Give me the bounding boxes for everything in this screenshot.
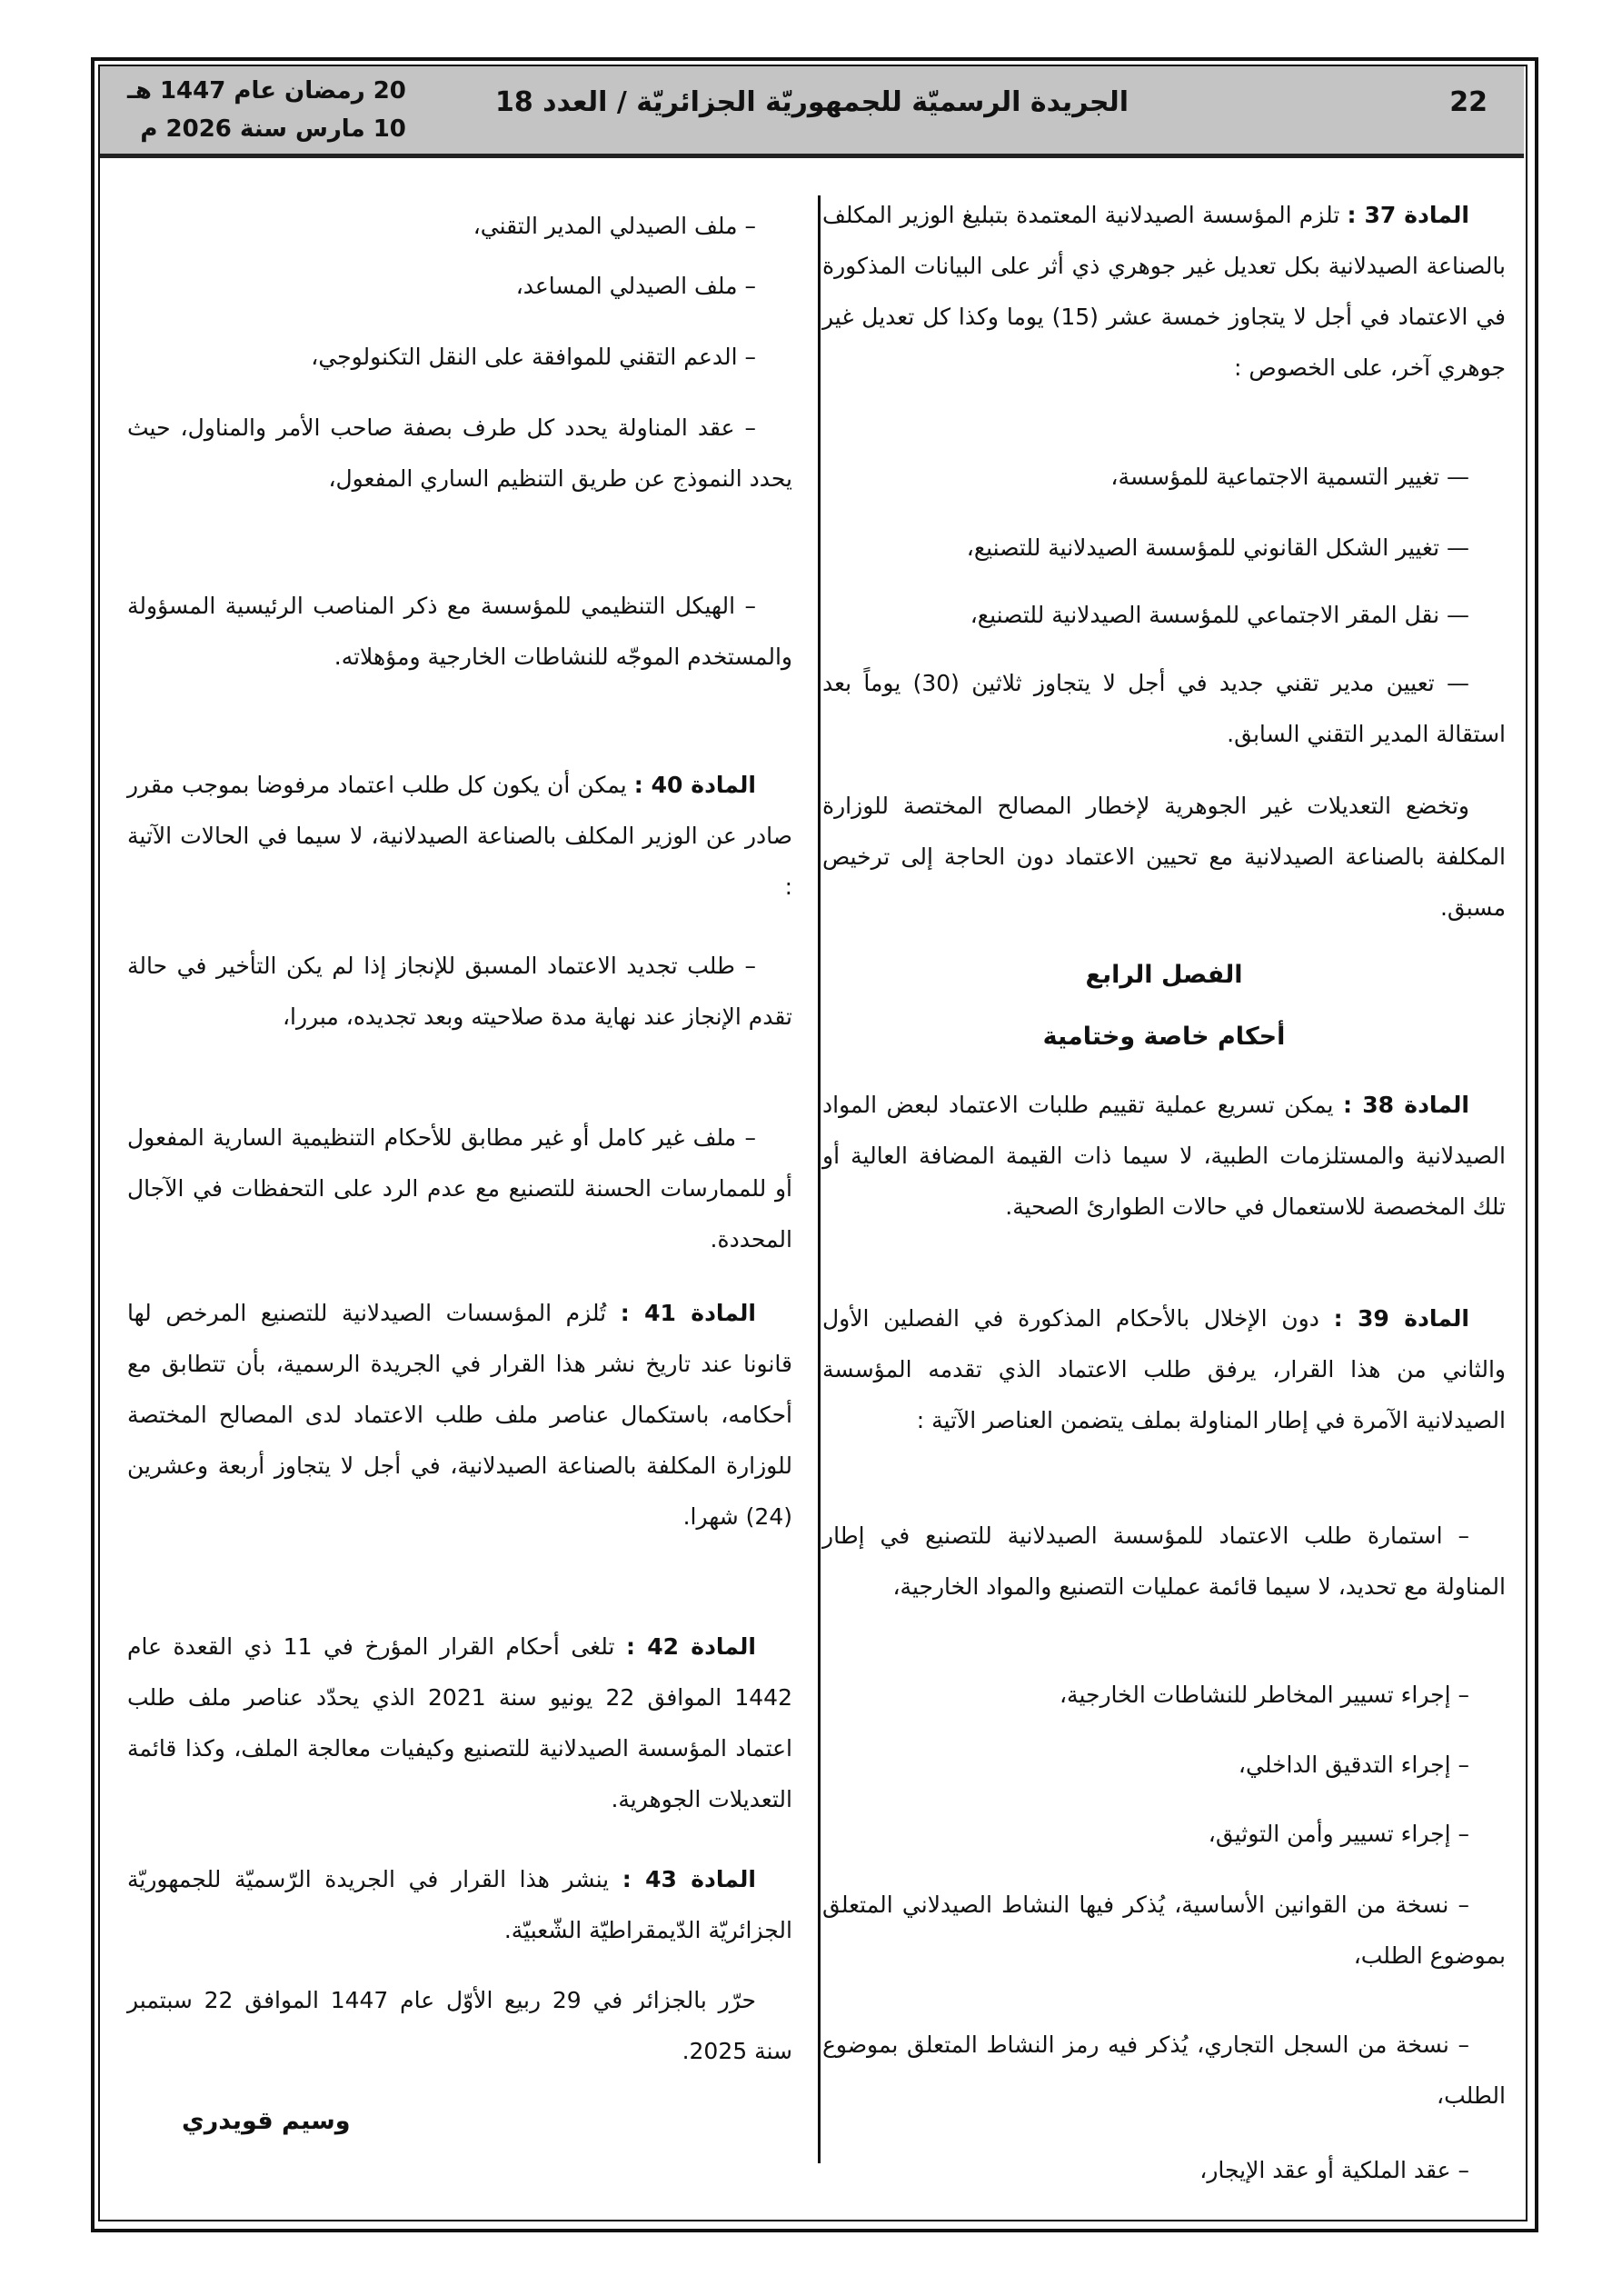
chapter-title: أحكام خاصة وختامية [1042, 1023, 1286, 1051]
list-item: — تعيين مدير تقني جديد في أجل لا يتجاوز ثلاثين (30) يوماً بعد استقالة المدير التقني السابق. [822, 670, 1506, 747]
list-item: – عقد المناولة يحدد كل طرف بصفة صاحب الأمر والمناول، حيث يحدد النموذج عن طريق التنظيم الساري المفعول، [127, 414, 792, 492]
article-label: المادة 43 : [622, 1866, 756, 1892]
page-number: 22 [1449, 86, 1488, 118]
article-40 [127, 760, 792, 913]
article-label: المادة 41 : [620, 1300, 756, 1326]
column-divider [818, 195, 821, 2163]
article-text: تلزم المؤسسة الصيدلانية المعتمدة بتبليغ الوزير المكلف بالصناعة الصيدلانية بكل تعديل غير جوهري ذي أثر على البيانات المذكورة في الاعتماد في أجل لا يتجاوز خمسة عشر (15) يوما وكذا كل تعديل غير جوهري آخر، على الخصوص : [822, 202, 1506, 381]
list-item: — تغيير التسمية الاجتماعية للمؤسسة، [1110, 464, 1469, 490]
issue-date [127, 72, 406, 148]
article-41 [127, 1288, 792, 1542]
list-item: – الدعم التقني للموافقة على النقل التكنولوجي، [311, 344, 756, 370]
article-text: يمكن أن يكون كل طلب اعتماد مرفوضا بموجب مقرر صادر عن الوزير المكلف بالصناعة الصيدلانية، لا سيما في الحالات الآتية : [127, 772, 792, 900]
article-label: المادة 42 : [625, 1633, 757, 1660]
article-text: تلغى أحكام القرار المؤرخ في 11 ذي القعدة عام 1442 الموافق 22 يونيو سنة 2021 الذي يحدّد عناصر ملف طلب اعتماد المؤسسة الصيدلانية للتصنيع وكيفيات معالجة الملف، وكذا قائمة التعديلات الجوهرية. [127, 1633, 792, 1812]
list-item: – إجراء التدقيق الداخلي، [1238, 1752, 1469, 1778]
article-38 [822, 1080, 1506, 1233]
article-text: يمكن تسريع عملية تقييم طلبات الاعتماد لبعض المواد الصيدلانية والمستلزمات الطبية، لا سيما ذات القيمة المضافة العالية أو تلك المخصصة للاستعمال في حالات الطوارئ الصحية. [822, 1092, 1506, 1220]
list-item: – نسخة من القوانين الأساسية، يُذكر فيها النشاط الصيدلاني المتعلق بموضوع الطلب، [822, 1892, 1506, 1969]
list-item: — نقل المقر الاجتماعي للمؤسسة الصيدلانية للتصنيع، [970, 602, 1469, 628]
journal-title: الجريدة الرسميّة للجمهوريّة الجزائريّة / العدد 18 [494, 86, 1129, 118]
list-item: – ملف غير كامل أو غير مطابق للأحكام التنظيمية السارية المفعول أو للممارسات الحسنة للتصنيع مع عدم الرد على التحفظات في الآجال المحددة. [127, 1124, 792, 1253]
article-text: دون الإخلال بالأحكام المذكورة في الفصلين الأول والثاني من هذا القرار، يرفق طلب الاعتماد الذي تقدمه المؤسسة الصيدلانية الآمرة في إطار المناولة بملف يتضمن العناصر الآتية : [822, 1305, 1506, 1433]
closing-statement: حرّر بالجزائر في 29 ربيع الأوّل عام 1447 الموافق 22 سبتمبر سنة 2025. [127, 1987, 792, 2064]
date-gregorian: 10 مارس سنة 2026 م [140, 115, 406, 143]
article-text: تُلزم المؤسسات الصيدلانية للتصنيع المرخص لها قانونا عند تاريخ نشر هذا القرار في الجريدة الرسمية، بأن تتطابق مع أحكامه، باستكمال عناصر ملف طلب الاعتماد لدى المصالح المختصة للوزارة المكلفة بالصناعة الصيدلانية، في أجل لا يتجاوز أربعة وعشرين (24) شهرا. [127, 1300, 792, 1530]
article-42 [127, 1622, 792, 1825]
list-item: – الهيكل التنظيمي للمؤسسة مع ذكر المناصب الرئيسية المسؤولة والمستخدم الموجّه للنشاطات الخارجية ومؤهلاته. [127, 593, 792, 670]
page-header [100, 66, 1524, 158]
signature: وسيم قويدري [182, 2107, 351, 2135]
article-label: المادة 40 : [633, 772, 757, 798]
article-label: المادة 38 : [1343, 1092, 1470, 1118]
date-hijri: 20 رمضان عام 1447 هـ [127, 77, 406, 105]
article-43 [127, 1854, 792, 1956]
article-39 [822, 1293, 1506, 1446]
list-item: – ملف الصيدلي المساعد، [515, 273, 756, 299]
paragraph: وتخضع التعديلات غير الجوهرية لإخطار المصالح المختصة للوزارة المكلفة بالصناعة الصيدلانية مع تحيين الاعتماد دون الحاجة إلى ترخيص مسبق. [822, 793, 1506, 921]
article-label: المادة 39 : [1333, 1305, 1469, 1332]
list-item: – إجراء تسيير المخاطر للنشاطات الخارجية، [1059, 1682, 1469, 1708]
list-item: – استمارة طلب الاعتماد للمؤسسة الصيدلانية للتصنيع في إطار المناولة مع تحديد، لا سيما قائمة عمليات التصنيع والمواد الخارجية، [822, 1522, 1506, 1600]
article-text: ينشر هذا القرار في الجريدة الرّسميّة للجمهوريّة الجزائريّة الدّيمقراطيّة الشّعبيّة. [127, 1866, 792, 1943]
list-item: – طلب تجديد الاعتماد المسبق للإنجاز إذا لم يكن التأخير في حالة تقدم الإنجاز عند نهاية مدة صلاحيته وبعد تجديده، مبررا، [127, 953, 792, 1030]
article-37 [822, 190, 1506, 394]
list-item: – ملف الصيدلي المدير التقني، [473, 213, 756, 239]
list-item: – نسخة من السجل التجاري، يُذكر فيه رمز النشاط المتعلق بموضوع الطلب، [822, 2031, 1506, 2109]
article-label: المادة 37 : [1347, 202, 1469, 228]
list-item: – إجراء تسيير وأمن التوثيق، [1208, 1821, 1469, 1847]
list-item: – عقد الملكية أو عقد الإيجار، [1199, 2157, 1469, 2183]
list-item: — تغيير الشكل القانوني للمؤسسة الصيدلانية للتصنيع، [966, 534, 1469, 561]
chapter-heading: الفصل الرابع [1085, 961, 1243, 989]
